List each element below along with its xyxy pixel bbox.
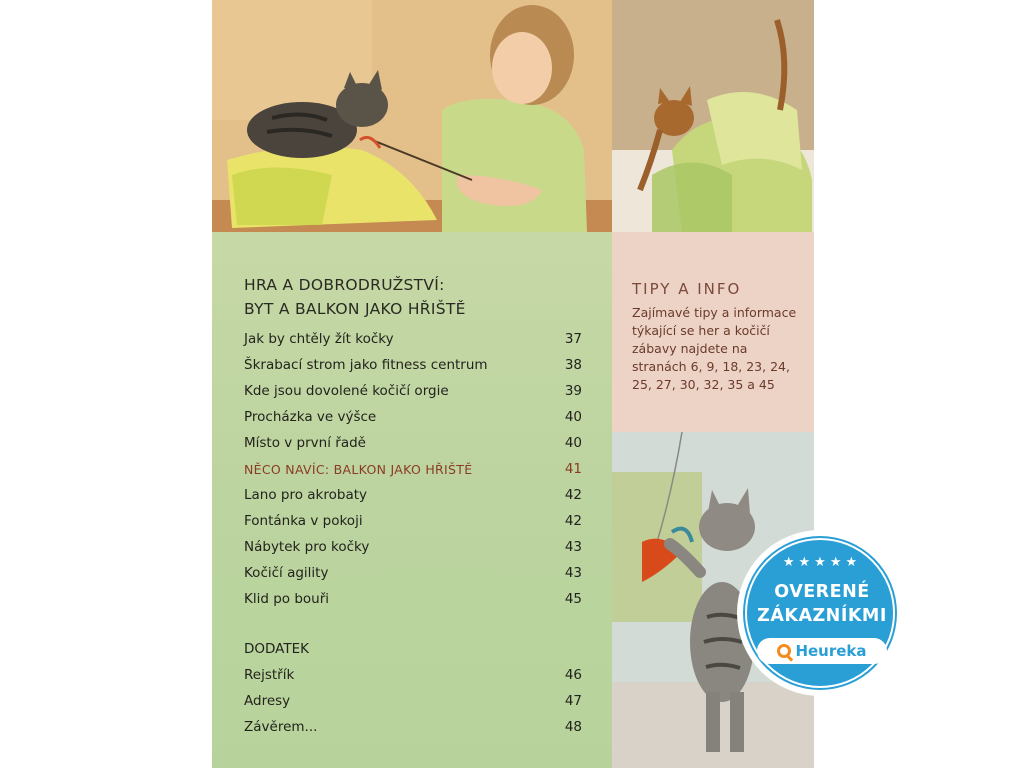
book-page bbox=[212, 0, 814, 768]
toc-entry-page: 39 bbox=[564, 383, 582, 399]
toc-entry-label: Nábytek pro kočky bbox=[244, 539, 370, 555]
toc-row bbox=[244, 484, 582, 506]
tips-title: TIPY A INFO bbox=[632, 280, 742, 298]
section-title-appendix bbox=[244, 638, 582, 660]
badge-line1: OVERENÉ bbox=[774, 582, 870, 602]
toc-entry-page: 40 bbox=[564, 409, 582, 425]
tips-text bbox=[632, 304, 802, 394]
toc-row bbox=[244, 510, 582, 532]
heureka-verified-badge[interactable] bbox=[737, 530, 903, 696]
toc-row bbox=[244, 664, 582, 686]
toc-row bbox=[244, 588, 582, 610]
toc-entry-page: 48 bbox=[564, 719, 582, 735]
appendix-title: DODATEK bbox=[244, 641, 309, 657]
toc-entry-label: Závěrem... bbox=[244, 719, 318, 735]
section-title-line2: BYT A BALKON JAKO HŘIŠTĚ bbox=[244, 300, 466, 318]
tips-line: stranách 6, 9, 18, 23, 24, bbox=[632, 359, 790, 374]
toc-entry-label: Fontánka v pokoji bbox=[244, 513, 363, 529]
toc-row bbox=[244, 328, 582, 350]
toc-entry-page: 42 bbox=[564, 513, 582, 529]
toc-entry-label: Lano pro akrobaty bbox=[244, 487, 368, 503]
toc-row bbox=[244, 562, 582, 584]
toc-row bbox=[244, 406, 582, 428]
star-icons: ★★★★★ bbox=[782, 554, 862, 569]
toc-row-highlight bbox=[244, 458, 582, 480]
tips-line: zábavy najdete na bbox=[632, 341, 748, 356]
girl-playing-with-kitten-photo bbox=[212, 0, 612, 232]
toc-entry-page: 43 bbox=[564, 565, 582, 581]
toc-entry-page: 40 bbox=[564, 435, 582, 451]
tips-line: Zajímavé tipy a informace bbox=[632, 305, 797, 320]
section-title-line1: HRA A DOBRODRUŽSTVÍ: bbox=[244, 276, 445, 294]
tips-info-panel bbox=[612, 232, 814, 432]
tips-line: 25, 27, 30, 32, 35 a 45 bbox=[632, 377, 775, 392]
toc-entry-label: NĚCO NAVÍC: BALKON JAKO HŘIŠTĚ bbox=[244, 461, 473, 477]
toc-entry-label: Jak by chtěly žít kočky bbox=[244, 331, 394, 347]
heureka-logo-icon bbox=[777, 644, 791, 658]
toc-entry-label: Procházka ve výšce bbox=[244, 409, 377, 425]
table-of-contents-panel bbox=[212, 232, 612, 768]
toc-row bbox=[244, 690, 582, 712]
toc-entry-label: Škrabací strom jako fitness centrum bbox=[244, 357, 488, 373]
toc-entry-label: Rejstřík bbox=[244, 667, 295, 683]
heureka-brand-pill bbox=[757, 638, 887, 664]
abyssinian-cat-in-tissue-paper-photo bbox=[612, 0, 814, 232]
toc-entry-label: Kde jsou dovolené kočičí orgie bbox=[244, 383, 449, 399]
toc-entry-page: 42 bbox=[564, 487, 582, 503]
heureka-brand-text: Heureka bbox=[795, 642, 867, 660]
toc-entry-page: 46 bbox=[564, 667, 582, 683]
toc-entry-label: Kočičí agility bbox=[244, 565, 329, 581]
toc-entry-page: 47 bbox=[564, 693, 582, 709]
toc-row bbox=[244, 716, 582, 738]
badge-circle bbox=[745, 538, 895, 688]
toc-entry-label: Adresy bbox=[244, 693, 291, 709]
toc-entry-page: 37 bbox=[564, 331, 582, 347]
toc-entry-label: Místo v první řadě bbox=[244, 435, 366, 451]
tips-line: týkající se her a kočičí bbox=[632, 323, 770, 338]
toc-row bbox=[244, 536, 582, 558]
toc-entry-label: Klid po bouři bbox=[244, 591, 330, 607]
toc-entry-page: 45 bbox=[564, 591, 582, 607]
toc-entry-page: 38 bbox=[564, 357, 582, 373]
toc-row bbox=[244, 380, 582, 402]
toc-row bbox=[244, 354, 582, 376]
toc-row bbox=[244, 432, 582, 454]
toc-entry-page: 43 bbox=[564, 539, 582, 555]
badge-line2: ZÁKAZNÍKMI bbox=[757, 606, 887, 626]
toc-entry-page: 41 bbox=[564, 461, 582, 477]
